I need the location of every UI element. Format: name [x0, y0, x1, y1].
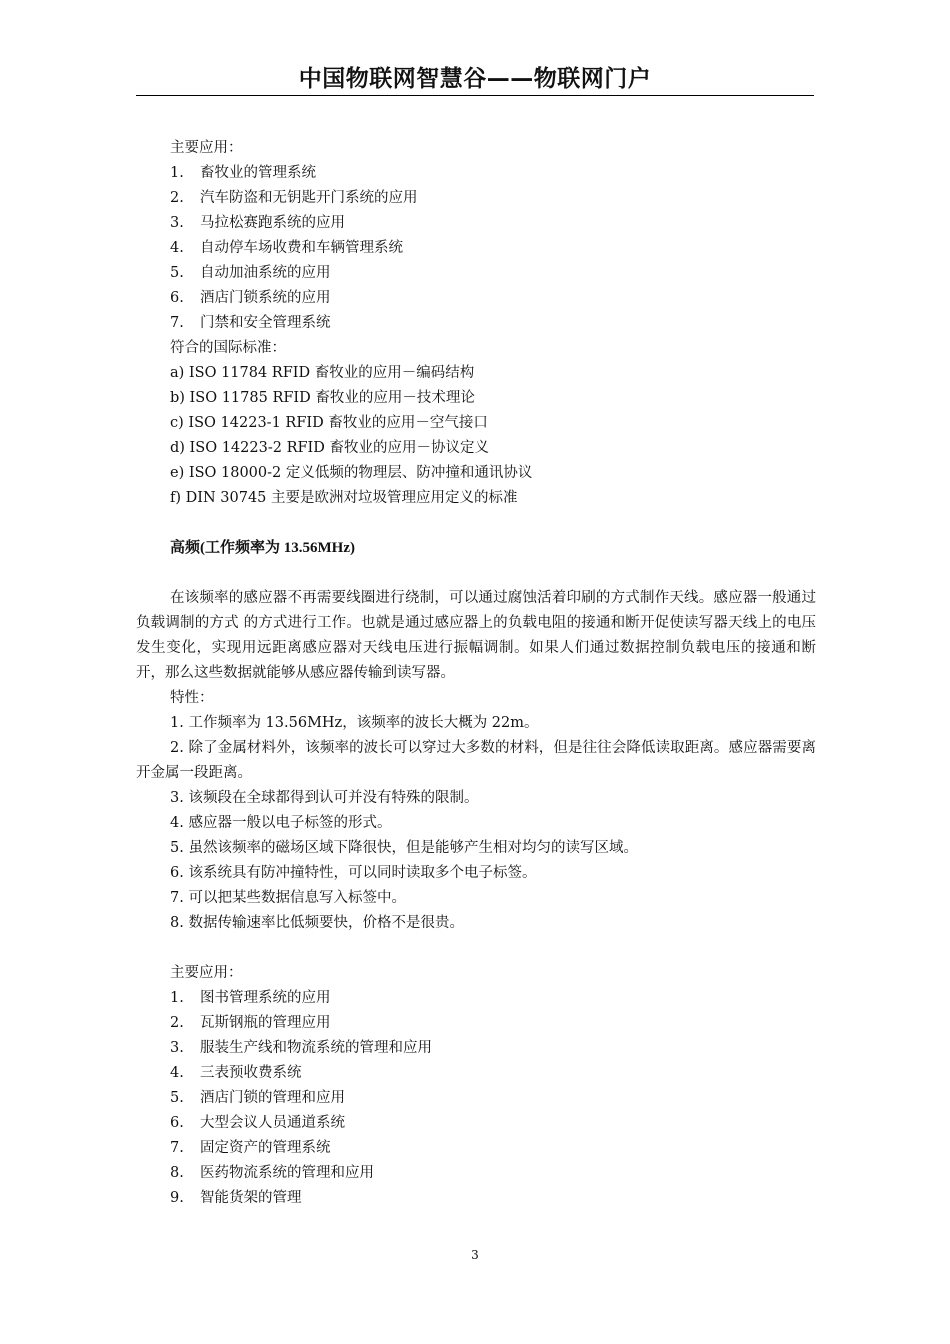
list-item: 5. 自动加油系统的应用 [170, 265, 331, 281]
features-heading: 特性： [170, 690, 214, 706]
list-item: c) ISO 14223-1 RFID 畜牧业的应用－空气接口 [170, 415, 488, 431]
list-item: 5. 虽然该频率的磁场区域下降很快，但是能够产生相对均匀的读写区域。 [170, 840, 638, 856]
high-freq-apps-list [136, 986, 816, 1211]
list-item: 1. 畜牧业的管理系统 [170, 165, 316, 181]
apps-heading: 主要应用： [170, 140, 243, 156]
list-item: 7. 可以把某些数据信息写入标签中。 [170, 890, 406, 906]
list-item: 2. 汽车防盗和无钥匙开门系统的应用 [170, 190, 418, 206]
list-item: 7. 门禁和安全管理系统 [170, 315, 331, 331]
list-item: 6. 酒店门锁系统的应用 [170, 290, 331, 306]
header-rule [136, 95, 814, 96]
intro-paragraph: 在该频率的感应器不再需要线圈进行绕制，可以通过腐蚀活着印刷的方式制作天线。感应器一般通过负载调制的方式 的方式进行工作。也就是通过感应器上的负载电阻的接通和断开促使读写器天线上的电压发生变化，实现用远距离感应器对天线电压进行振幅调制。如果人们通过数据控制负载电压的接通和断开，那么这些数据就能够从感应器传输到读写器。 [136, 590, 816, 681]
list-item: d) ISO 14223-2 RFID 畜牧业的应用－协议定义 [170, 440, 490, 456]
section-title: 高频(工作频率为 13.56MHz) [170, 540, 355, 556]
list-item: 3. 马拉松赛跑系统的应用 [170, 215, 345, 231]
list-item: e) ISO 18000-2 定义低频的物理层、防冲撞和通讯协议 [170, 465, 533, 481]
list-item: 1. 工作频率为 13.56MHz，该频率的波长大概为 22m。 [170, 715, 539, 731]
page-number: 3 [471, 1248, 479, 1262]
list-item: 4. 三表预收费系统 [170, 1065, 302, 1081]
list-item: 4. 感应器一般以电子标签的形式。 [170, 815, 392, 831]
list-item: 6. 该系统具有防冲撞特性，可以同时读取多个电子标签。 [170, 865, 537, 881]
list-item: 4. 自动停车场收费和车辆管理系统 [170, 240, 403, 256]
list-item: 6. 大型会议人员通道系统 [170, 1115, 345, 1131]
standards-heading: 符合的国际标准： [170, 340, 286, 356]
list-item: 1. 图书管理系统的应用 [170, 990, 331, 1006]
list-item: 8. 医药物流系统的管理和应用 [170, 1165, 374, 1181]
list-item: b) ISO 11785 RFID 畜牧业的应用－技术理论 [170, 390, 475, 406]
apps-heading: 主要应用： [170, 965, 243, 981]
list-item: 8. 数据传输速率比低频要快，价格不是很贵。 [170, 915, 464, 931]
list-item: 7. 固定资产的管理系统 [170, 1140, 331, 1156]
list-item: f) DIN 30745 主要是欧洲对垃圾管理应用定义的标准 [170, 490, 518, 506]
features-list [136, 711, 816, 936]
list-item: 3. 服装生产线和物流系统的管理和应用 [170, 1040, 432, 1056]
list-item: 5. 酒店门锁的管理和应用 [170, 1090, 345, 1106]
list-item: 2. 除了金属材料外，该频率的波长可以穿过大多数的材料，但是往往会降低读取距离。感应器需要离开金属一段距离。 [136, 740, 816, 781]
low-freq-apps-list [136, 161, 816, 336]
list-item: 9. 智能货架的管理 [170, 1190, 302, 1206]
page-header-title: 中国物联网智慧谷——物联网门户 [298, 66, 652, 92]
document-body [136, 136, 816, 1211]
list-item: 2. 瓦斯钢瓶的管理应用 [170, 1015, 331, 1031]
standards-list [136, 361, 816, 511]
list-item: a) ISO 11784 RFID 畜牧业的应用－编码结构 [170, 365, 475, 381]
list-item: 3. 该频段在全球都得到认可并没有特殊的限制。 [170, 790, 479, 806]
